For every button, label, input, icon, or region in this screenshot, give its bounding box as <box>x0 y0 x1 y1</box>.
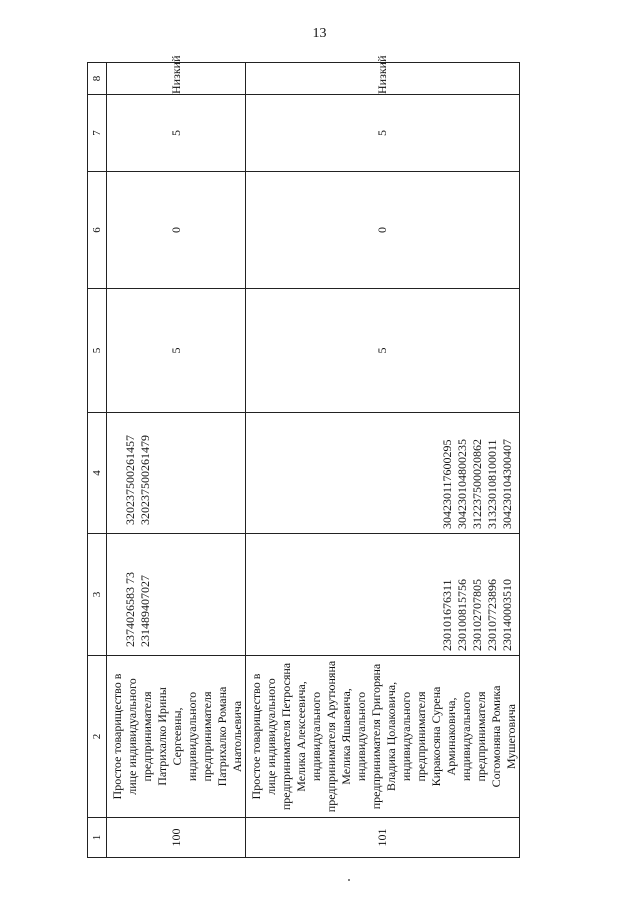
col7-value: 5 <box>107 95 246 172</box>
participant-name-line: Меликa Алексеевича, <box>294 681 308 792</box>
participant-name-cell <box>246 656 520 818</box>
participant-name-line: индивидуального <box>354 691 368 782</box>
participant-name-line: Патрихалко Романа <box>215 686 229 787</box>
participant-name-line: лице индивидуального <box>125 678 139 795</box>
participant-name-line: Владика Цолаковича, <box>384 681 398 792</box>
ogrnip-value: 304230104300407 <box>500 439 514 529</box>
ogrnip-value: 313230108100011 <box>485 439 499 529</box>
ogrnip-cell <box>246 413 520 534</box>
participant-name-line: Простое товарищество в <box>110 673 124 800</box>
ogrnip-value: 320237500261457 <box>123 435 137 525</box>
inn-value: 231489407027 <box>138 575 152 647</box>
participant-name-line: индивидуального <box>459 691 473 782</box>
page-number: 13 <box>312 26 327 41</box>
data-table <box>87 55 520 858</box>
col6-value: 0 <box>107 172 246 289</box>
participant-name-line: предпринимателя Петросяна <box>279 662 293 811</box>
column-header-7: 7 <box>88 95 107 172</box>
row-number: 100 <box>107 818 246 858</box>
inn-value: 230101676311 <box>440 579 454 651</box>
participant-name-cell <box>107 656 246 818</box>
column-header-8: 8 <box>88 63 107 95</box>
column-header-1: 1 <box>88 818 107 858</box>
col6-value: 0 <box>246 172 520 289</box>
participant-name-line: индивидуального <box>185 691 199 782</box>
inn-value: 230107723896 <box>485 579 499 651</box>
participant-name-line: предпринимателя <box>414 691 428 782</box>
table-header-row <box>88 63 107 858</box>
inn-value: 2374026583 73 <box>123 572 137 647</box>
ogrnip-value: 304230104800235 <box>455 439 469 529</box>
inn-value: 230100815756 <box>455 579 469 651</box>
participant-name-line: Киракосяна Сурена <box>429 686 443 787</box>
table-row <box>246 63 520 858</box>
ogrnip-value: 304230117600295 <box>440 439 454 529</box>
rotated-table-container <box>87 55 518 858</box>
participant-name-line: лице индивидуального <box>264 678 278 795</box>
participant-name-line: индивидуального <box>399 691 413 782</box>
table-row <box>107 63 246 858</box>
risk-level: Низкий <box>246 63 520 95</box>
col7-value: 5 <box>246 95 520 172</box>
col5-value: 5 <box>246 289 520 413</box>
row-number: 101 <box>246 818 520 858</box>
col5-value: 5 <box>107 289 246 413</box>
participant-name-line: Согомоняна Ромика <box>489 685 503 788</box>
participant-name-line: Простое товарищество в <box>249 673 263 800</box>
participant-name-line: Мушеговича <box>504 704 518 770</box>
participant-name-line: Патрихалко Ирины <box>155 687 169 786</box>
participant-name-line: Анатольевича <box>230 700 244 773</box>
column-header-6: 6 <box>88 172 107 289</box>
participant-name-line: предпринимателя Григоряна <box>369 663 383 810</box>
inn-cell <box>107 534 246 656</box>
participant-name-line: предпринимателя Арутюняна <box>324 660 338 813</box>
column-header-4: 4 <box>88 413 107 534</box>
participant-name-line: Арминаковича, <box>444 697 458 776</box>
participant-name-line: Сергеевны, <box>170 707 184 766</box>
ogrnip-value: 312237500020862 <box>470 439 484 529</box>
scan-speck <box>348 879 350 881</box>
risk-level: Низкий <box>107 63 246 95</box>
inn-value: 230140003510 <box>500 579 514 651</box>
participant-name-line: Мелика Яшаевича, <box>339 688 353 785</box>
column-header-5: 5 <box>88 289 107 413</box>
column-header-2: 2 <box>88 656 107 818</box>
column-header-3: 3 <box>88 534 107 656</box>
inn-cell <box>246 534 520 656</box>
participant-name-line: предпринимателя <box>474 691 488 782</box>
participant-name-line: индивидуального <box>309 691 323 782</box>
inn-value: 230102707805 <box>470 579 484 651</box>
participant-name-line: предпринимателя <box>200 691 214 782</box>
ogrnip-cell <box>107 413 246 534</box>
ogrnip-value: 320237500261479 <box>138 435 152 525</box>
participant-name-line: предпринимателя <box>140 691 154 782</box>
